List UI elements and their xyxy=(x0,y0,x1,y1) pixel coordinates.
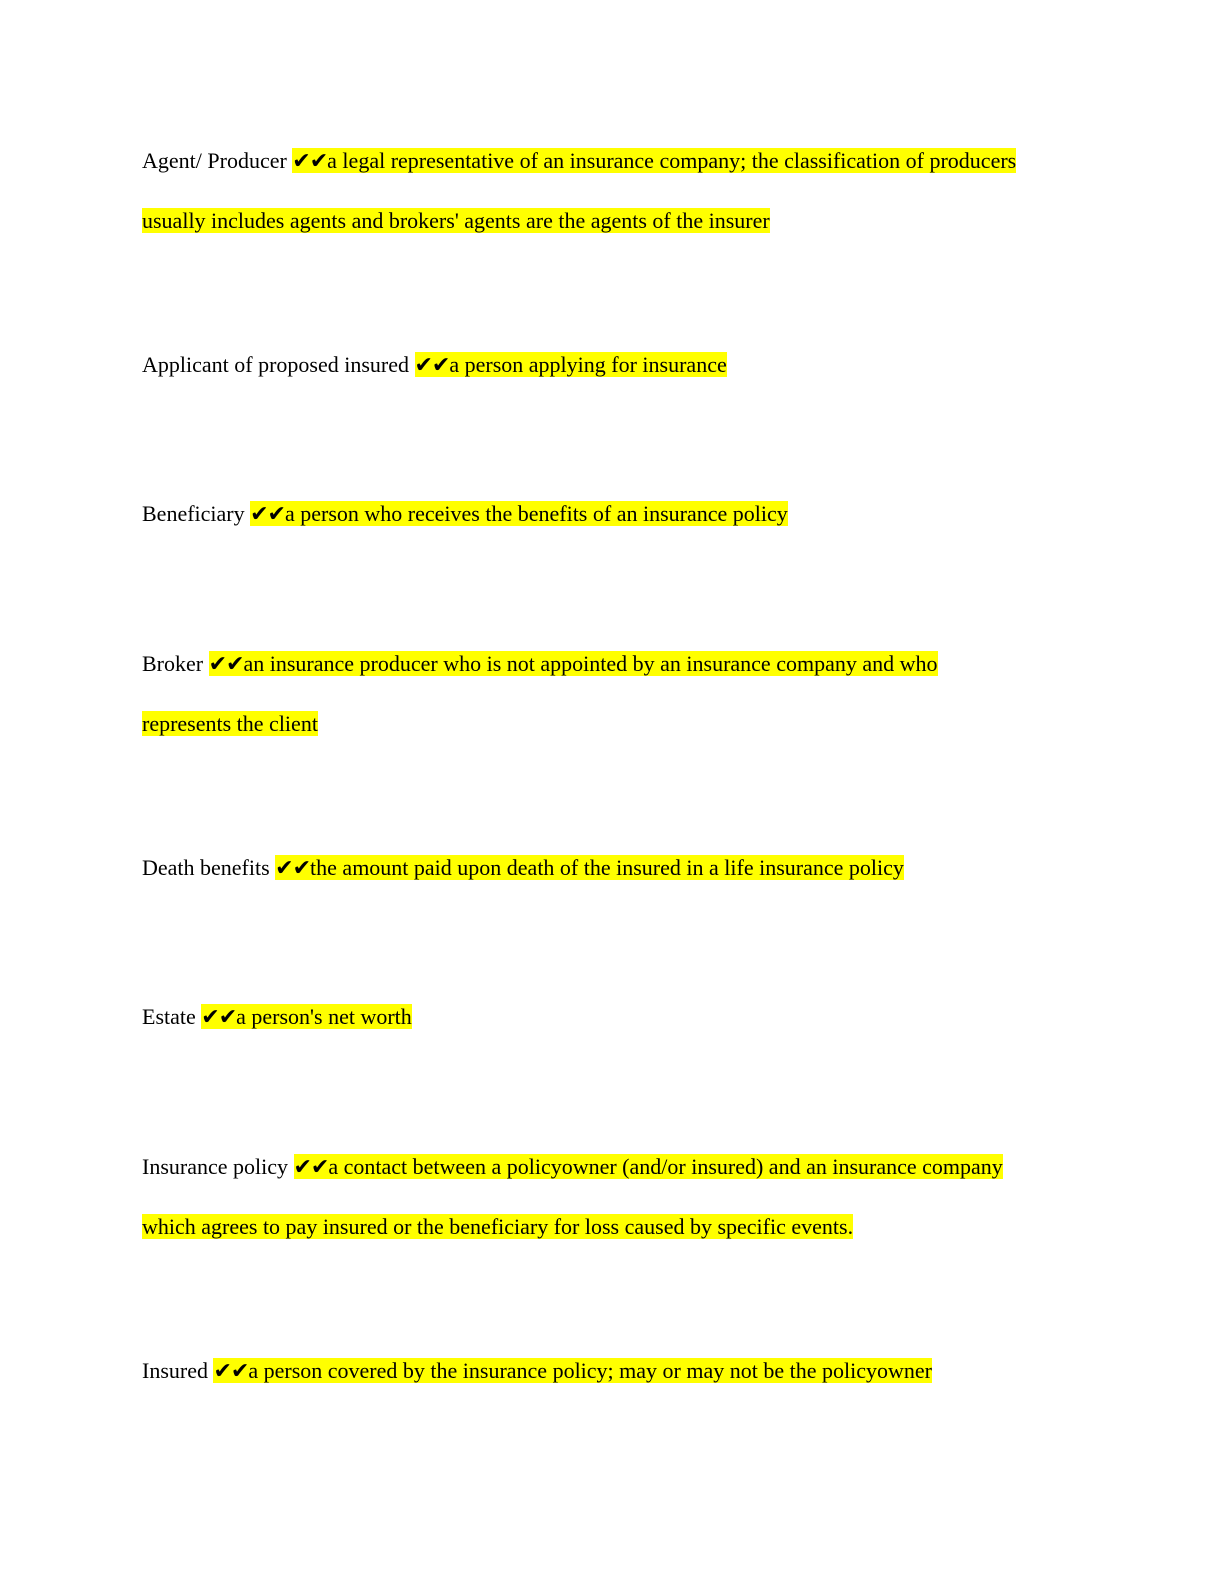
double-check-icon: ✔✔ xyxy=(208,652,244,677)
definition: a person applying for insurance xyxy=(449,352,727,377)
definition: the amount paid upon death of the insured in a life insurance policy xyxy=(310,855,904,880)
double-check-icon: ✔✔ xyxy=(292,149,328,174)
definition: a person who receives the benefits of an insurance policy xyxy=(284,501,788,526)
definition: an insurance producer who is not appointed by an insurance company and who represents the client xyxy=(142,651,938,736)
term: Applicant of proposed insured xyxy=(142,352,409,377)
glossary-entry-death-benefits xyxy=(142,838,1022,898)
double-check-icon: ✔✔ xyxy=(414,353,450,378)
double-check-icon: ✔✔ xyxy=(201,1005,237,1030)
term: Agent/ Producer xyxy=(142,148,287,173)
glossary-entry-insurance-policy xyxy=(142,1137,1022,1256)
definition: a legal representative of an insurance company; the classification of producers usually includes agents and brokers' agents are the agents of the insurer xyxy=(142,148,1017,233)
definition: a person's net worth xyxy=(236,1004,412,1029)
glossary-entry-insured xyxy=(142,1341,1022,1401)
double-check-icon: ✔✔ xyxy=(293,1155,329,1180)
glossary-entry-applicant xyxy=(142,335,1022,395)
definition: a person covered by the insurance policy; may or may not be the policyowner xyxy=(248,1358,932,1383)
definition: a contact between a policyowner (and/or insured) and an insurance company which agrees to pay insured or the beneficiary for loss caused by specific events. xyxy=(142,1154,1003,1239)
term: Broker xyxy=(142,651,204,676)
term: Estate xyxy=(142,1004,196,1029)
glossary-entry-agent-producer xyxy=(142,131,1022,250)
glossary-entry-estate xyxy=(142,987,1022,1047)
term: Insurance policy xyxy=(142,1154,288,1179)
term: Insured xyxy=(142,1358,208,1383)
double-check-icon: ✔✔ xyxy=(213,1359,249,1384)
term: Beneficiary xyxy=(142,501,245,526)
double-check-icon: ✔✔ xyxy=(275,856,311,881)
glossary-entry-beneficiary xyxy=(142,484,1022,544)
double-check-icon: ✔✔ xyxy=(250,502,285,527)
glossary-entry-broker xyxy=(142,634,1022,753)
term: Death benefits xyxy=(142,855,270,880)
